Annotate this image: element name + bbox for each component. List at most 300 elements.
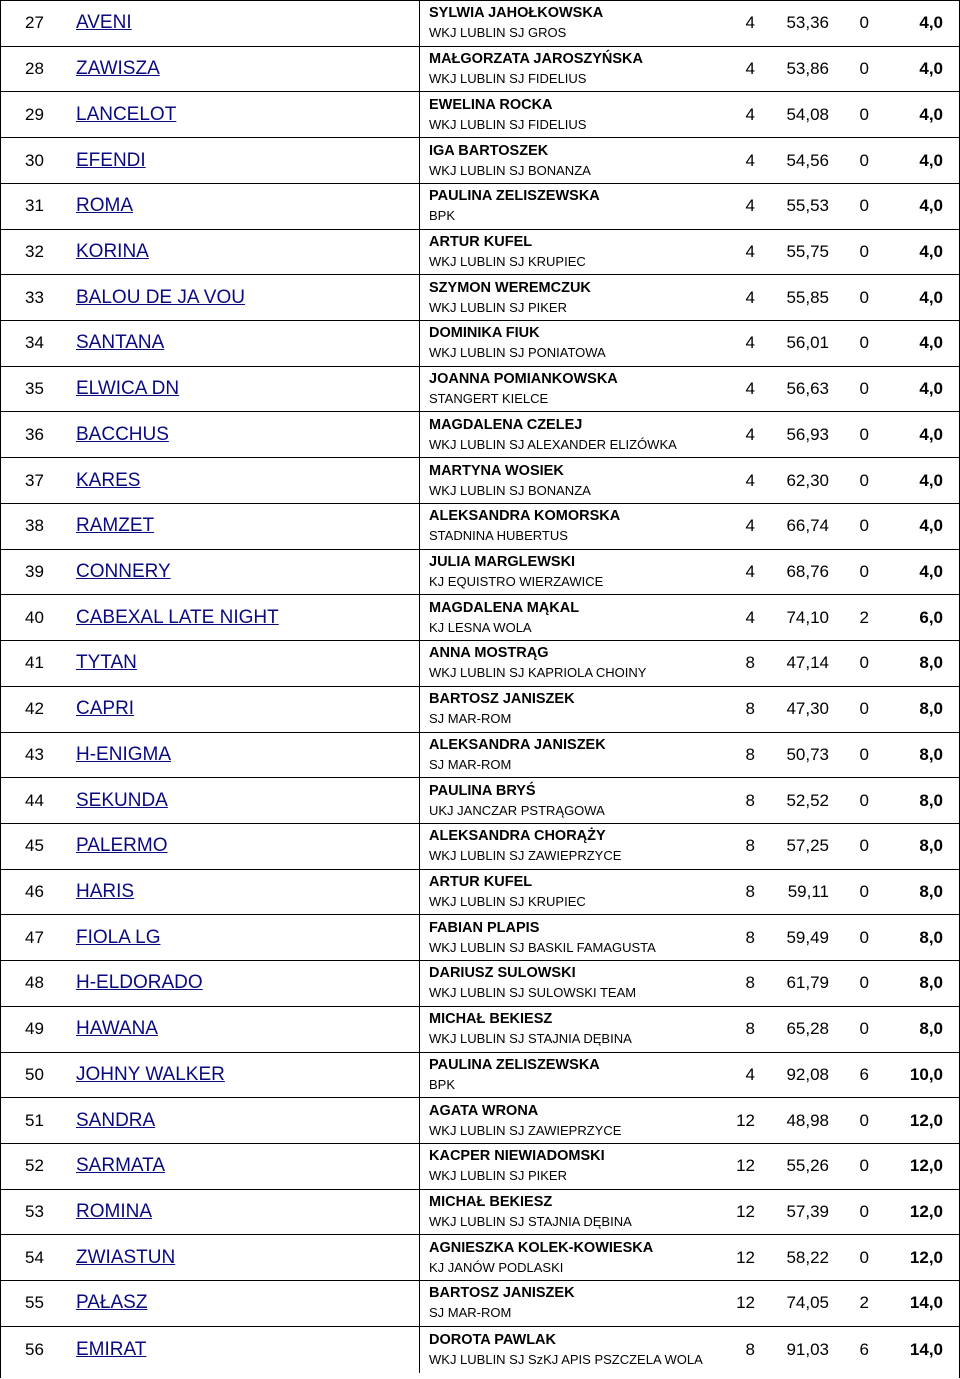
rider-name: SZYMON WEREMCZUK — [429, 279, 591, 296]
horse-name-link[interactable]: EFENDI — [76, 149, 146, 171]
place-number: 40 — [25, 607, 44, 627]
time-penalties: 0 — [859, 927, 869, 947]
rider-name: PAULINA BRYŚ — [429, 782, 536, 799]
rider-info — [429, 184, 719, 229]
rider-name: IGA BARTOSZEK — [429, 142, 549, 159]
rider-name: DOMINIKA FIUK — [429, 325, 540, 342]
table-row — [1, 275, 959, 321]
horse-name-link[interactable]: HAWANA — [76, 1018, 158, 1040]
round-time: 58,22 — [786, 1247, 829, 1267]
rider-name: BARTOSZ JANISZEK — [429, 691, 575, 708]
rider-club: WKJ LUBLIN SJ ZAWIEPRZYCE — [429, 848, 622, 864]
total-penalties: 8,0 — [919, 744, 943, 764]
table-row — [1, 92, 959, 138]
rider-club: WKJ LUBLIN SJ PIKER — [429, 299, 567, 315]
horse-name-link[interactable]: HARIS — [76, 881, 135, 903]
total-penalties: 4,0 — [919, 13, 943, 33]
table-row — [1, 778, 959, 824]
time-penalties: 0 — [859, 1247, 869, 1267]
column-divider — [419, 275, 420, 320]
table-row — [1, 1053, 959, 1099]
rider-info — [429, 138, 719, 183]
table-row — [1, 321, 959, 367]
horse-name-link[interactable]: EMIRAT — [76, 1338, 147, 1360]
rider-info — [429, 92, 719, 137]
column-divider — [419, 595, 420, 640]
round-time: 54,08 — [786, 104, 829, 124]
rider-club: SJ MAR-ROM — [429, 1305, 512, 1321]
column-divider — [419, 412, 420, 457]
horse-name-link[interactable]: CONNERY — [76, 560, 171, 582]
table-row — [1, 915, 959, 961]
column-divider — [419, 138, 420, 183]
rider-info — [429, 230, 719, 275]
column-divider — [419, 47, 420, 92]
rider-club: WKJ LUBLIN SJ FIDELIUS — [429, 116, 587, 132]
table-row — [1, 1235, 959, 1281]
table-row — [1, 870, 959, 916]
rider-info — [429, 1098, 719, 1143]
rider-info — [429, 824, 719, 869]
column-divider — [419, 641, 420, 686]
place-number: 35 — [25, 379, 44, 399]
rider-info — [429, 915, 719, 960]
rider-name: AGNIESZKA KOLEK-KOWIESKA — [429, 1239, 654, 1256]
rider-name: ALEKSANDRA KOMORSKA — [429, 508, 621, 525]
column-divider — [419, 1281, 420, 1326]
horse-name-link[interactable]: PAŁASZ — [76, 1292, 148, 1314]
rider-name: MAGDALENA MĄKAL — [429, 599, 580, 616]
rider-club: WKJ LUBLIN SJ BONANZA — [429, 162, 591, 178]
rider-name: BARTOSZ JANISZEK — [429, 1285, 575, 1302]
horse-name-link[interactable]: TYTAN — [76, 652, 137, 674]
rider-info — [429, 641, 719, 686]
total-penalties: 12,0 — [909, 1110, 943, 1130]
rider-info — [429, 412, 719, 457]
rider-club: WKJ LUBLIN SJ STAJNIA DĘBINA — [429, 1031, 632, 1047]
round-penalties: 4 — [745, 379, 755, 399]
round-penalties: 4 — [745, 196, 755, 216]
round-time: 68,76 — [786, 561, 829, 581]
rider-info — [429, 1327, 719, 1373]
table-row — [1, 1327, 959, 1373]
table-row — [1, 1281, 959, 1327]
total-penalties: 8,0 — [919, 699, 943, 719]
table-row — [1, 367, 959, 413]
rider-club: WKJ LUBLIN SJ ZAWIEPRZYCE — [429, 1122, 622, 1138]
time-penalties: 6 — [859, 1339, 869, 1359]
results-rows — [1, 1, 959, 1373]
rider-name: ARTUR KUFEL — [429, 233, 533, 250]
table-row — [1, 961, 959, 1007]
place-number: 39 — [25, 561, 44, 581]
rider-info — [429, 870, 719, 915]
round-time: 47,30 — [786, 699, 829, 719]
round-time: 91,03 — [786, 1339, 829, 1359]
place-number: 36 — [25, 424, 44, 444]
round-penalties: 4 — [745, 333, 755, 353]
round-time: 74,05 — [786, 1293, 829, 1313]
total-penalties: 14,0 — [909, 1339, 943, 1359]
rider-club: KJ EQUISTRO WIERZAWICE — [429, 573, 604, 589]
total-penalties: 4,0 — [919, 561, 943, 581]
rider-info — [429, 458, 719, 503]
rider-info — [429, 733, 719, 778]
time-penalties: 0 — [859, 744, 869, 764]
round-penalties: 4 — [745, 287, 755, 307]
horse-name-link[interactable]: RAMZET — [76, 515, 155, 537]
table-row — [1, 824, 959, 870]
time-penalties: 0 — [859, 13, 869, 33]
rider-club: STADNINA HUBERTUS — [429, 528, 568, 544]
rider-club: WKJ LUBLIN SJ SzKJ APIS PSZCZELA WOLA — [429, 1351, 703, 1367]
round-time: 48,98 — [786, 1110, 829, 1130]
time-penalties: 0 — [859, 516, 869, 536]
column-divider — [419, 1327, 420, 1373]
horse-name-link[interactable]: H-ENIGMA — [76, 743, 171, 765]
round-penalties: 4 — [745, 1064, 755, 1084]
round-penalties: 12 — [736, 1110, 755, 1130]
place-number: 43 — [25, 744, 44, 764]
round-time: 56,63 — [786, 379, 829, 399]
time-penalties: 0 — [859, 836, 869, 856]
round-penalties: 8 — [745, 973, 755, 993]
rider-name: JOANNA POMIANKOWSKA — [429, 371, 618, 388]
place-number: 45 — [25, 836, 44, 856]
total-penalties: 4,0 — [919, 333, 943, 353]
rider-info — [429, 1, 719, 46]
column-divider — [419, 458, 420, 503]
place-number: 46 — [25, 882, 44, 902]
horse-name-link[interactable]: ZAWISZA — [76, 58, 160, 80]
place-number: 30 — [25, 150, 44, 170]
column-divider — [419, 1190, 420, 1235]
total-penalties: 8,0 — [919, 836, 943, 856]
rider-name: MICHAŁ BEKIESZ — [429, 1194, 553, 1211]
total-penalties: 4,0 — [919, 150, 943, 170]
table-row — [1, 550, 959, 596]
round-penalties: 4 — [745, 424, 755, 444]
time-penalties: 0 — [859, 699, 869, 719]
round-time: 92,08 — [786, 1064, 829, 1084]
place-number: 47 — [25, 927, 44, 947]
rider-club: WKJ LUBLIN SJ PONIATOWA — [429, 345, 606, 361]
rider-info — [429, 687, 719, 732]
rider-name: ALEKSANDRA JANISZEK — [429, 736, 606, 753]
rider-club: WKJ LUBLIN SJ KRUPIEC — [429, 894, 586, 910]
column-divider — [419, 1007, 420, 1052]
time-penalties: 0 — [859, 59, 869, 79]
column-divider — [419, 1144, 420, 1189]
round-time: 56,93 — [786, 424, 829, 444]
place-number: 33 — [25, 287, 44, 307]
round-penalties: 8 — [745, 790, 755, 810]
horse-name-link[interactable]: JOHNY WALKER — [76, 1063, 225, 1085]
round-penalties: 12 — [736, 1293, 755, 1313]
column-divider — [419, 550, 420, 595]
place-number: 53 — [25, 1202, 44, 1222]
column-divider — [419, 230, 420, 275]
horse-name-link[interactable]: SANTANA — [76, 332, 165, 354]
column-divider — [419, 1235, 420, 1280]
time-penalties: 0 — [859, 1110, 869, 1130]
rider-name: JULIA MARGLEWSKI — [429, 553, 576, 570]
column-divider — [419, 824, 420, 869]
round-time: 55,75 — [786, 241, 829, 261]
round-penalties: 4 — [745, 607, 755, 627]
time-penalties: 0 — [859, 287, 869, 307]
place-number: 42 — [25, 699, 44, 719]
rider-info — [429, 778, 719, 823]
total-penalties: 4,0 — [919, 59, 943, 79]
column-divider — [419, 870, 420, 915]
horse-name-link[interactable]: LANCELOT — [76, 103, 177, 125]
horse-name-link[interactable]: KORINA — [76, 240, 149, 262]
horse-name-link[interactable]: ROMINA — [76, 1201, 152, 1223]
rider-club: KJ LESNA WOLA — [429, 619, 532, 635]
place-number: 28 — [25, 59, 44, 79]
rider-name: MAGDALENA CZELEJ — [429, 416, 583, 433]
total-penalties: 8,0 — [919, 927, 943, 947]
total-penalties: 12,0 — [909, 1202, 943, 1222]
column-divider — [419, 92, 420, 137]
column-divider — [419, 1, 420, 46]
total-penalties: 12,0 — [909, 1156, 943, 1176]
round-penalties: 4 — [745, 470, 755, 490]
rider-name: AGATA WRONA — [429, 1102, 539, 1119]
horse-name-link[interactable]: CAPRI — [76, 698, 135, 720]
rider-club: SJ MAR-ROM — [429, 756, 512, 772]
round-penalties: 12 — [736, 1202, 755, 1222]
round-penalties: 4 — [745, 13, 755, 33]
round-time: 74,10 — [786, 607, 829, 627]
place-number: 34 — [25, 333, 44, 353]
rider-name: FABIAN PLAPIS — [429, 919, 540, 936]
rider-club: BPK — [429, 1076, 456, 1092]
horse-name-link[interactable]: BACCHUS — [76, 423, 169, 445]
round-time: 59,11 — [787, 882, 829, 902]
round-penalties: 8 — [745, 836, 755, 856]
place-number: 51 — [25, 1110, 44, 1130]
total-penalties: 8,0 — [919, 1019, 943, 1039]
round-time: 50,73 — [786, 744, 829, 764]
round-penalties: 4 — [745, 150, 755, 170]
rider-info — [429, 321, 719, 366]
rider-club: STANGERT KIELCE — [429, 391, 549, 407]
place-number: 49 — [25, 1019, 44, 1039]
rider-name: EWELINA ROCKA — [429, 96, 553, 113]
round-penalties: 8 — [745, 882, 755, 902]
round-time: 57,25 — [786, 836, 829, 856]
column-divider — [419, 733, 420, 778]
total-penalties: 8,0 — [919, 653, 943, 673]
table-row — [1, 687, 959, 733]
total-penalties: 8,0 — [919, 973, 943, 993]
round-time: 55,85 — [786, 287, 829, 307]
rider-name: MARTYNA WOSIEK — [429, 462, 564, 479]
round-penalties: 8 — [745, 1019, 755, 1039]
round-penalties: 4 — [745, 561, 755, 581]
column-divider — [419, 184, 420, 229]
rider-name: MAŁGORZATA JAROSZYŃSKA — [429, 51, 644, 68]
rider-club: SJ MAR-ROM — [429, 711, 512, 727]
round-penalties: 4 — [745, 59, 755, 79]
time-penalties: 0 — [859, 882, 869, 902]
horse-name-link[interactable]: SARMATA — [76, 1155, 166, 1177]
horse-name-link[interactable]: ZWIASTUN — [76, 1246, 176, 1268]
rider-info — [429, 1281, 719, 1326]
place-number: 41 — [25, 653, 44, 673]
round-penalties: 12 — [736, 1247, 755, 1267]
table-row — [1, 595, 959, 641]
rider-name: DOROTA PAWLAK — [429, 1331, 556, 1348]
round-time: 61,79 — [786, 973, 829, 993]
rider-name: SYLWIA JAHOŁKOWSKA — [429, 5, 604, 22]
time-penalties: 0 — [859, 790, 869, 810]
round-penalties: 4 — [745, 104, 755, 124]
horse-name-link[interactable]: ROMA — [76, 195, 133, 217]
column-divider — [419, 504, 420, 549]
rider-info — [429, 1144, 719, 1189]
time-penalties: 0 — [859, 1202, 869, 1222]
time-penalties: 0 — [859, 470, 869, 490]
column-divider — [419, 915, 420, 960]
rider-info — [429, 1235, 719, 1280]
place-number: 32 — [25, 241, 44, 261]
total-penalties: 4,0 — [919, 104, 943, 124]
rider-info — [429, 47, 719, 92]
round-time: 59,49 — [786, 927, 829, 947]
rider-name: ALEKSANDRA CHORĄŻY — [429, 828, 606, 845]
total-penalties: 8,0 — [919, 790, 943, 810]
round-time: 66,74 — [786, 516, 829, 536]
time-penalties: 0 — [859, 424, 869, 444]
total-penalties: 4,0 — [919, 241, 943, 261]
rider-club: UKJ JANCZAR PSTRĄGOWA — [429, 802, 605, 818]
total-penalties: 4,0 — [919, 470, 943, 490]
round-time: 55,26 — [786, 1156, 829, 1176]
time-penalties: 0 — [859, 241, 869, 261]
rider-info — [429, 550, 719, 595]
rider-club: WKJ LUBLIN SJ KRUPIEC — [429, 253, 586, 269]
total-penalties: 6,0 — [919, 607, 943, 627]
place-number: 55 — [25, 1293, 44, 1313]
total-penalties: 4,0 — [919, 287, 943, 307]
rider-info — [429, 1190, 719, 1235]
round-penalties: 4 — [745, 241, 755, 261]
rider-name: PAULINA ZELISZEWSKA — [429, 1056, 600, 1073]
column-divider — [419, 1098, 420, 1143]
place-number: 52 — [25, 1156, 44, 1176]
horse-name-link[interactable]: KARES — [76, 469, 141, 491]
place-number: 56 — [25, 1339, 44, 1359]
time-penalties: 6 — [859, 1064, 869, 1084]
rider-club: WKJ LUBLIN SJ BASKIL FAMAGUSTA — [429, 939, 656, 955]
rider-info — [429, 275, 719, 320]
round-penalties: 8 — [745, 927, 755, 947]
table-row — [1, 1144, 959, 1190]
round-penalties: 8 — [745, 1339, 755, 1359]
table-row — [1, 733, 959, 779]
rider-name: DARIUSZ SULOWSKI — [429, 965, 576, 982]
rider-info — [429, 367, 719, 412]
place-number: 44 — [25, 790, 44, 810]
horse-name-link[interactable]: CABEXAL LATE NIGHT — [76, 606, 279, 628]
rider-name: MICHAŁ BEKIESZ — [429, 1011, 553, 1028]
rider-info — [429, 595, 719, 640]
round-time: 54,56 — [786, 150, 829, 170]
round-penalties: 12 — [736, 1156, 755, 1176]
horse-name-link[interactable]: AVENI — [76, 12, 132, 34]
horse-name-link[interactable]: BALOU DE JA VOU — [76, 286, 245, 308]
time-penalties: 0 — [859, 104, 869, 124]
horse-name-link[interactable]: SANDRA — [76, 1109, 156, 1131]
table-row — [1, 1, 959, 47]
round-time: 65,28 — [786, 1019, 829, 1039]
rider-name: PAULINA ZELISZEWSKA — [429, 188, 600, 205]
time-penalties: 0 — [859, 196, 869, 216]
place-number: 31 — [25, 196, 44, 216]
horse-name-link[interactable]: ELWICA DN — [76, 378, 180, 400]
rider-club: WKJ LUBLIN SJ SULOWSKI TEAM — [429, 985, 637, 1001]
rider-name: ARTUR KUFEL — [429, 874, 533, 891]
rider-club: BPK — [429, 208, 456, 224]
horse-name-link[interactable]: H-ELDORADO — [76, 972, 203, 994]
time-penalties: 0 — [859, 561, 869, 581]
place-number: 37 — [25, 470, 44, 490]
time-penalties: 0 — [859, 973, 869, 993]
horse-name-link[interactable]: SEKUNDA — [76, 789, 168, 811]
table-row — [1, 1190, 959, 1236]
table-row — [1, 230, 959, 276]
round-time: 56,01 — [786, 333, 829, 353]
rider-name: ANNA MOSTRĄG — [429, 645, 549, 662]
round-time: 62,30 — [786, 470, 829, 490]
table-row — [1, 412, 959, 458]
horse-name-link[interactable]: FIOLA LG — [76, 926, 161, 948]
place-number: 54 — [25, 1247, 44, 1267]
table-row — [1, 641, 959, 687]
rider-info — [429, 961, 719, 1006]
rider-club: KJ JANÓW PODLASKI — [429, 1259, 564, 1275]
table-row — [1, 47, 959, 93]
rider-club: WKJ LUBLIN SJ BONANZA — [429, 482, 591, 498]
time-penalties: 0 — [859, 150, 869, 170]
round-time: 55,53 — [786, 196, 829, 216]
time-penalties: 0 — [859, 333, 869, 353]
rider-club: WKJ LUBLIN SJ GROS — [429, 25, 567, 41]
column-divider — [419, 1053, 420, 1098]
horse-name-link[interactable]: PALERMO — [76, 835, 168, 857]
time-penalties: 0 — [859, 379, 869, 399]
place-number: 29 — [25, 104, 44, 124]
round-time: 52,52 — [786, 790, 829, 810]
time-penalties: 2 — [859, 1293, 869, 1313]
table-row — [1, 1007, 959, 1053]
table-row — [1, 138, 959, 184]
round-penalties: 8 — [745, 653, 755, 673]
round-time: 53,86 — [786, 59, 829, 79]
time-penalties: 0 — [859, 653, 869, 673]
rider-club: WKJ LUBLIN SJ KAPRIOLA CHOINY — [429, 665, 647, 681]
table-row — [1, 504, 959, 550]
round-penalties: 4 — [745, 516, 755, 536]
total-penalties: 14,0 — [909, 1293, 943, 1313]
total-penalties: 10,0 — [909, 1064, 943, 1084]
total-penalties: 4,0 — [919, 379, 943, 399]
rider-name: KACPER NIEWIADOMSKI — [429, 1148, 605, 1165]
round-time: 57,39 — [786, 1202, 829, 1222]
